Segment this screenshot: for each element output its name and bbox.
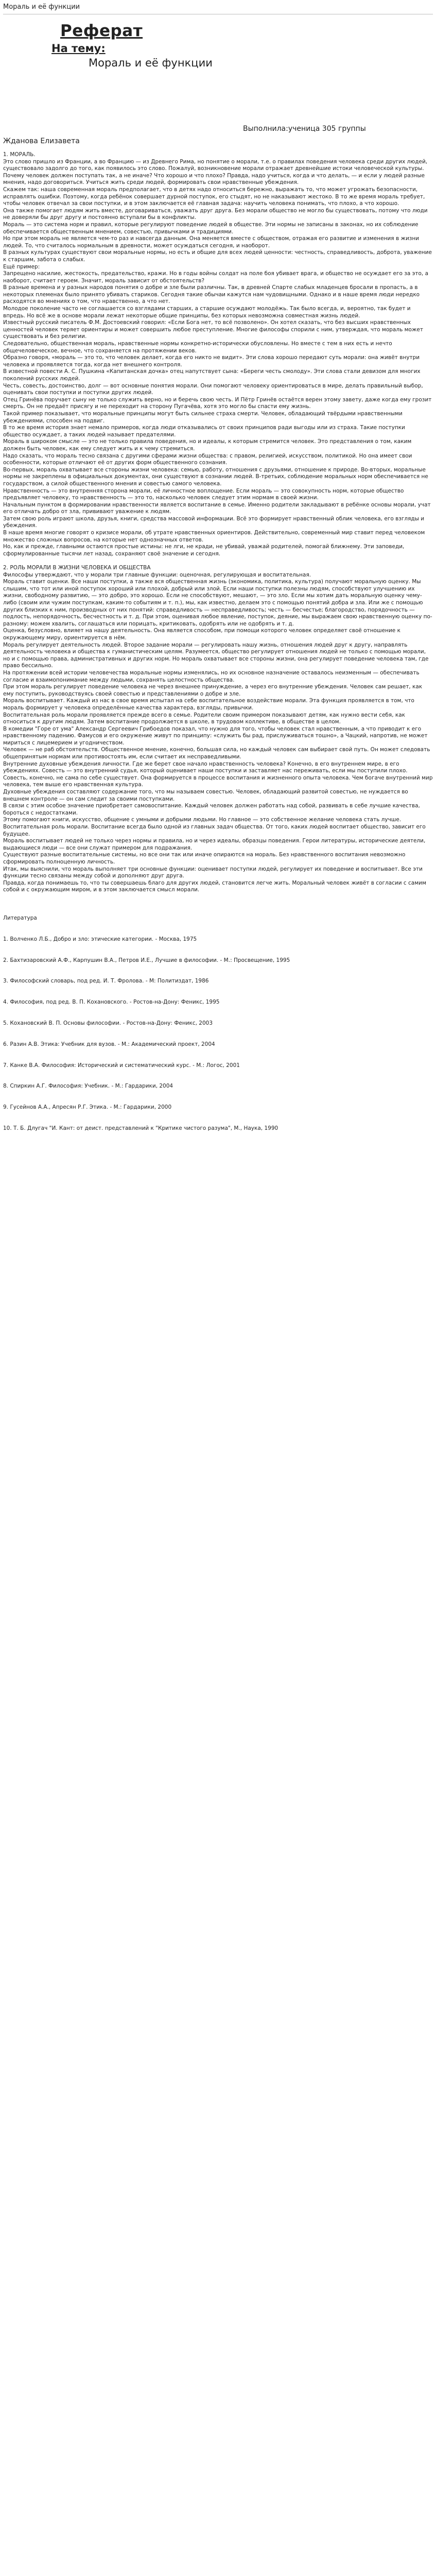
cover-block — [3, 22, 433, 145]
reference-item: 9. Гусейнов А.А., Апресян Р.Г. Этика. - М.: Гардарики, 2000 — [3, 1104, 172, 1111]
cover-topic: Мораль и её функции — [89, 57, 213, 69]
reference-item: 3. Философский словарь, под ред. И. Т. Фролова. - М: Политиздат, 1986 — [3, 978, 209, 985]
references-section — [3, 901, 433, 1146]
reference-item: 8. Спиркин А.Г. Философия: Учебник. - М.: Гардарики, 2004 — [3, 1083, 173, 1090]
essay-body: 1. МОРАЛЬ. Это слово пришло из Франции, а во Францию — из Древнего Рима, но понятие о морали, т.е. о правилах поведения человека среди других людей, существовало задолго до того, как появилось это слово. Пожалуй, возникновение морали отражает древнейшие истоки человеческой культуры. Почему человек должен поступать так, а не иначе? Что хорошо и что плохо? Правда, надо учиться, когда и что делать, — и если у людей разные мнения, надо договориться. Учиться жить среди людей, формировать свои нравственные убеждения. Скажем так: наша современная мораль предполагает, что в детях надо относиться бережно, выражать то, что может угрожать безопасности, исправлять ошибки. Поэтому, когда ребёнок совершает дурной поступок, его стыдят, но не наказывают жестоко. В то же время мораль требует, чтобы человек отвечал за свои поступки, и в этом заключается её главная задача: научить человека понимать, что плохо, а что хорошо. Она также помогает людям жить вместе, договариваться, уважать друг друга. Без морали общество не могло бы существовать, потому что люди не доверяли бы друг другу и постоянно вступали бы в конфликты. Мораль — это система норм и правил, которые регулируют поведение людей в обществе. Эти нормы не записаны в законах, но их соблюдение обеспечивается общественным мнением, совестью, привычками и традициями. Но при этом мораль не является чем-то раз и навсегда данным. Она меняется вместе с обществом, отражая его развитие и изменения в жизни людей. То, что считалось нормальным в древности, может осуждаться сегодня, и наоборот. В разных культурах существуют свои моральные нормы, но есть и общие для всех людей ценности: честность, справедливость, доброта, уважение к старшим, забота о слабых. Ещё пример: Запрещено насилие, жестокость, предательство, кражи. Но в годы войны солдат на поле боя убивает врага, и общество не осуждает его за это, а наоборот, считает героем. Значит, мораль зависит от обстоятельств? В разные времена и у разных народов понятия о добре и зле были различны. Так, в древней Спарте слабых младенцев бросали в пропасть, а в некоторых племенах было принято убивать стариков. Сегодня такие обычаи кажутся нам чудовищными. Однако и в наше время люди нередко расходятся во мнениях о том, что нравственно, а что нет. Молодое поколение часто не соглашается со взглядами старших, а старшие осуждают молодёжь. Так было всегда, и, вероятно, так будет и впредь. Но всё же в основе морали лежат некоторые общие принципы, без которых невозможна совместная жизнь людей. Известный русский писатель Ф.М. Достоевский говорил: «Если Бога нет, то всё позволено». Он хотел сказать, что без высших нравственных ценностей человек теряет ориентиры и может совершить любое преступление. Многие философы спорили с ним, утверждая, что мораль может существовать и без религии. Следовательно, общественная мораль, нравственные нормы конкретно-исторически обусловлены. Но вместе с тем в них есть и нечто общечеловеческое, вечное, что сохраняется на протяжении веков. Образно говоря, «мораль — это то, что человек делает, когда его никто не видит». Эти слова хорошо передают суть морали: она живёт внутри человека и проявляется тогда, когда нет внешнего контроля. В известной повести А. С. Пушкина «Капитанская дочка» отец напутствует сына: «Береги честь смолоду». Эти слова стали девизом для многих поколений русских людей. Честь, совесть, достоинство, долг — вот основные понятия морали. Они помогают человеку ориентироваться в мире, делать правильный выбор, оценивать свои поступки и поступки других людей. Отец Гринёва поручает сыну не только служить верно, но и беречь свою честь. И Пётр Гринёв остаётся верен этому завету, даже когда ему грозит смерть. Он не предаёт присягу и не переходит на сторону Пугачёва, хотя это могло бы спасти ему жизнь. Такой пример показывает, что моральные принципы могут быть сильнее страха смерти. Человек, обладающий твёрдыми нравственными убеждениями, способен на подвиг. В то же время история знает немало примеров, когда люди отказывались от своих принципов ради выгоды или из страха. Такие поступки общество осуждает, а таких людей называет предателями. Мораль в широком смысле — это не только правила поведения, но и идеалы, к которым стремится человек. Это представления о том, каким должен быть человек, как ему следует жить и к чему стремиться. Надо сказать, что мораль тесно связана с другими сферами жизни общества: с правом, религией, искусством, политикой. Но она имеет свои особенности, которые отличают её от других форм общественного сознания. Во-первых, мораль охватывает все стороны жизни человека: семью, работу, отношения с друзьями, отношение к природе. Во-вторых, моральные нормы не закреплены в официальных документах, они существуют в сознании людей. В-третьих, соблюдение моральных норм обеспечивается не государством, а силой общественного мнения и совестью самого человека. Нравственность — это внутренняя сторона морали, её личностное воплощение. Если мораль — это совокупность норм, которые общество предъявляет человеку, то нравственность — это то, насколько человек следует этим нормам в своей жизни. Начальным пунктом в формировании нравственности является воспитание в семье. Именно родители закладывают в ребёнке основы морали, учат его отличать добро от зла, прививают уважение к людям. Затем свою роль играют школа, друзья, книги, средства массовой информации. Всё это формирует нравственный облик человека, его взгляды и убеждения. В наше время многие говорят о кризисе морали, об утрате нравственных ориентиров. Действительно, современный мир ставит перед человеком множество сложных вопросов, на которые нет однозначных ответов. Но, как и прежде, главными остаются простые истины: не лги, не кради, не убивай, уважай родителей, помогай ближнему. Эти заповеди, сформулированные тысячи лет назад, сохраняют своё значение и сегодня. 2. РОЛЬ МОРАЛИ В ЖИЗНИ ЧЕЛОВЕКА И ОБЩЕСТВА Философы утверждают, что у морали три главные функции: оценочная, регулирующая и воспитательная. Мораль ставит оценки. Все наши поступки, а также вся общественная жизнь (экономика, политика, культура) получают моральную оценку. Мы слышим, что тот или иной поступок хороший или плохой, добрый или злой. Если наши поступки полезны людям, способствуют улучшению их жизни, свободному развитию, — это добро, это хорошо. Если не способствуют, мешают, — это зло. Если мы хотим дать моральную оценку чему-либо (своим или чужим поступкам, каким-то событиям и т. п.), мы, как известно, делаем это с помощью понятий добра и зла. Или же с помощью других близких к ним, производных от них понятий: справедливость — несправедливость; честь — бесчестье; благородство, порядочность — подлость, непорядочность, бесчестность и т. д. При этом, оценивая любое явление, поступок, деяние, мы выражаем свою нравственную оценку по-разному: можем хвалить, соглашаться или порицать, критиковать, одобрять или не одобрять и т. д. Оценка, безусловно, влияет на нашу деятельность. Она является способом, при помощи которого человек определяет своё отношение к окружающему миру, ориентируется в нём. Мораль регулирует деятельность людей. Второе задание морали — регулировать нашу жизнь, отношения людей друг к другу, направлять деятельность человека и общества к гуманистическим целям. Разумеется, общество регулирует отношения людей не только с помощью морали, но и с помощью права, административных и других норм. Но мораль охватывает все стороны жизни, она регулирует поведение человека там, где право бессильно. На протяжении всей истории человечества моральные нормы изменялись, но их основное назначение оставалось неизменным — обеспечивать согласие и взаимопонимание между людьми, сохранять целостность общества. При этом мораль регулирует поведение человека не через внешнее принуждение, а через его внутренние убеждения. Человек сам решает, как ему поступить, руководствуясь своей совестью и представлениями о добре и зле. Мораль воспитывает. Каждый из нас в свое время испытал на себе воспитательное воздействие морали. Эта функция проявляется в том, что мораль формирует у человека определённые качества характера, взгляды, привычки. Воспитательная роль морали проявляется прежде всего в семье. Родители своим примером показывают детям, как нужно вести себя, как относиться к другим людям. Затем воспитание продолжается в школе, в трудовом коллективе, в обществе в целом. В комедии "Горе от ума" Александр Сергеевич Грибоедов показал, что нужно для того, чтобы человек стал нравственным, а что приводит к его нравственному падению. Фамусов и его окружение живут по принципу: «служить бы рад, прислуживаться тошно», а Чацкий, напротив, не может мириться с лицемерием и угодничеством. Человек — не раб обстоятельств. Общественное мнение, конечно, большая сила, но каждый человек сам выбирает свой путь. Он может следовать общепринятым нормам или противостоять им, если считает их несправедливыми. Внутренние духовные убеждения личности. Где же берет свое начало нравственность человека? Конечно, в его внутреннем мире, в его убеждениях. Совесть — это внутренний судья, который оценивает наши поступки и заставляет нас переживать, если мы поступили плохо. Совесть, конечно, не сама по себе существует. Она формируется в процессе воспитания и жизненного опыта человека. Чем богаче внутренний мир человека, тем выше его нравственная культура. Духовные убеждения составляют содержание того, что мы называем совестью. Человек, обладающий развитой совестью, не нуждается во внешнем контроле — он сам следит за своими поступками. В связи с этим особое значение приобретает самовоспитание. Каждый человек должен работать над собой, развивать в себе лучшие качества, бороться с недостатками. Этому помогают книги, искусство, общение с умными и добрыми людьми. Но главное — это собственное желание человека стать лучше. Воспитательная роль морали. Воспитание всегда было одной из главных задач общества. От того, каких людей воспитает общество, зависит его будущее. Мораль воспитывает людей не только через нормы и правила, но и через идеалы, образцы поведения. Герои литературы, исторические деятели, выдающиеся люди — все они служат примером для подражания. Существуют разные воспитательные системы, но все они так или иначе опираются на мораль. Без нравственного воспитания невозможно сформировать полноценную личность. Итак, мы выяснили, что мораль выполняет три основные функции: оценивает поступки людей, регулирует их поведение и воспитывает. Все эти функции тесно связаны между собой и дополняют друг друга. Правда, когда понимаешь то, что ты совершаешь благо для других людей, становится легче жить. Моральный человек живёт в согласии с самим собой и с окружающим миром, и в этом заключается смысл морали. — [3, 151, 433, 893]
reference-item: 10. Т. Б. Длугач "И. Кант: от деист. представлений к "Критике чистого разума", М., Наука, 1990 — [3, 1125, 278, 1131]
reference-item: 7. Канке В.А. Философия: Исторический и систематический курс. - М.: Логос, 2001 — [3, 1062, 240, 1069]
reference-item: 2. Бахтизаровский А.Ф., Карпушин В.А., Петров И.Е., Лучшие в философии. - М.: Просвещение, 1995 — [3, 957, 290, 963]
cover-signature: Выполнила:ученица 305 группы — [243, 125, 366, 133]
references-title: Литература — [3, 915, 37, 922]
cover-title: Реферат — [60, 22, 143, 40]
cover-subtitle: На тему: — [51, 42, 106, 55]
reference-item: 4. Философия, под ред. В. П. Кохановского. - Ростов-на-Дону: Феникс, 1995 — [3, 999, 220, 1006]
document-page — [0, 0, 436, 1151]
reference-item: 5. Кохановский В. П. Основы философии. - Ростов-на-Дону: Феникс, 2003 — [3, 1020, 213, 1027]
reference-item: 6. Разин А.В. Этика: Учебник для вузов. - М.: Академический проект, 2004 — [3, 1041, 215, 1047]
cover-author: Жданова Елизавета — [3, 137, 80, 145]
reference-item: 1. Волченко Л.Б., Добро и зло: этические категории. - Москва, 1975 — [3, 936, 197, 942]
document-header: Мораль и её функции — [3, 3, 433, 14]
